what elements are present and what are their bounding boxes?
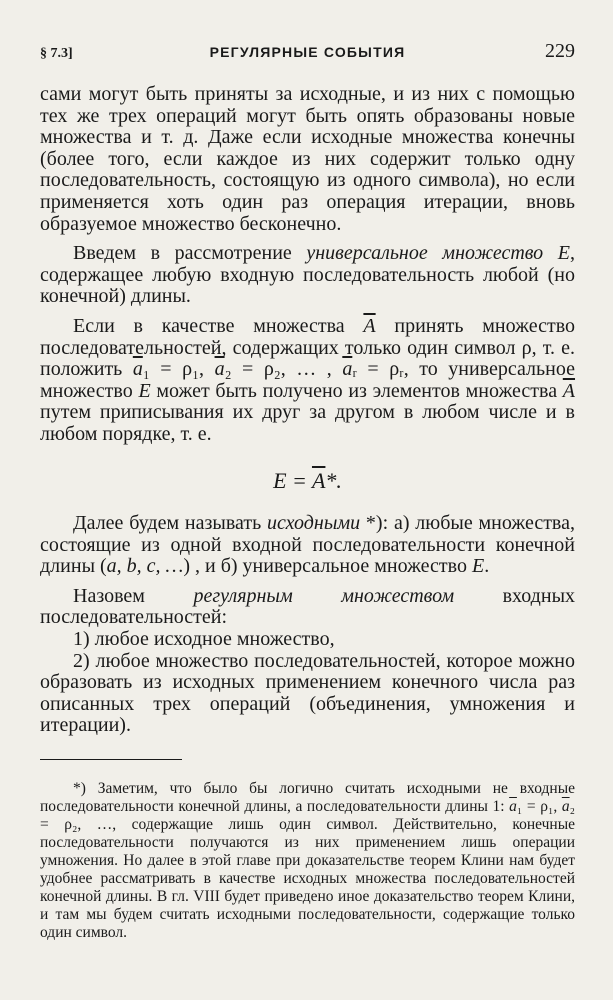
footnote xyxy=(40,780,575,942)
section-ref: § 7.3] xyxy=(40,46,73,61)
list-item-1: 1) любое исходное множество, xyxy=(73,628,335,651)
footnote-divider xyxy=(40,759,182,760)
paragraph-initial-sets: Далее будем называть исходными *): а) любые множества, состоящие из одной входной последовательности конечной длины (a, b, c, …) , и б) универсальное множество E. xyxy=(40,512,575,578)
main-text xyxy=(40,84,575,737)
paragraph-continuation: сами могут быть приняты за исходные, и из них с помощью тех же трех операций могут быть опять образованы новые множества и т. д. Даже если исходные множества конечны (более того, если каждое из них содержит только одну последовательность, состоящую из одного символа), но если применяется хоть один раз операция итерации, вновь образуемое множество бесконечно. xyxy=(40,83,575,235)
paragraph-universal-set: Введем в рассмотрение универсальное множество E, содержащее любую входную последовательность любой (но конечной) длины. xyxy=(40,242,575,308)
term-universal-set: универсальное множество E xyxy=(306,242,570,265)
formula-e-equals-a-star: $E = \overline{A}*$. xyxy=(273,467,342,493)
term-initial: исходными xyxy=(267,512,361,535)
page-number: 229 xyxy=(544,40,575,62)
running-title: РЕГУЛЯРНЫЕ СОБЫТИЯ xyxy=(209,44,406,60)
list-item-2: 2) любое множество последовательностей, которое можно образовать из исходных применением конечного числа раз описанных трех операций (объединения, умножения и итерации). xyxy=(40,649,575,737)
term-regular-set: регулярным множеством xyxy=(193,584,455,607)
running-header xyxy=(40,40,575,66)
paragraph-regular-set: Назовем регулярным множеством входных последовательностей: xyxy=(40,584,575,629)
paragraph-alphabet: Если в качестве множества $\overline{A}$ принять множество последовательностей, содержащих только один символ ρ, т. е. положить $\overline{a}_1 = \rho_1$, $\overline{a}_2 = \rho_2$, … , $\overline{a}ᵣ$ = ρᵣ, то универсальное множество E может быть получено из элементов множества $\overline{A}$ путем приписывания их друг за другом в любом числе и в любом порядке, т. е. xyxy=(40,314,576,445)
footnote-text: *) Заметим, что было бы логично считать исходными не входные последовательности конечной длины, а последовательности длины 1: $\overline{a}_1 = \rho_1$, $\overline{a}_2 = \rho_2$, …, содержащие лишь один символ. Действительно, конечные последовательности получаются из них применением лишь операции умножения. Но далее в этой главе при доказательстве теорем Клини нам будет удобнее рассматривать в качестве исходных множества последовательностей конечной длины. В гл. VIII будет приведено иное доказательство теорем Клини, и там мы будем считать исходными последовательности, содержащие только один символ. xyxy=(40,780,575,942)
